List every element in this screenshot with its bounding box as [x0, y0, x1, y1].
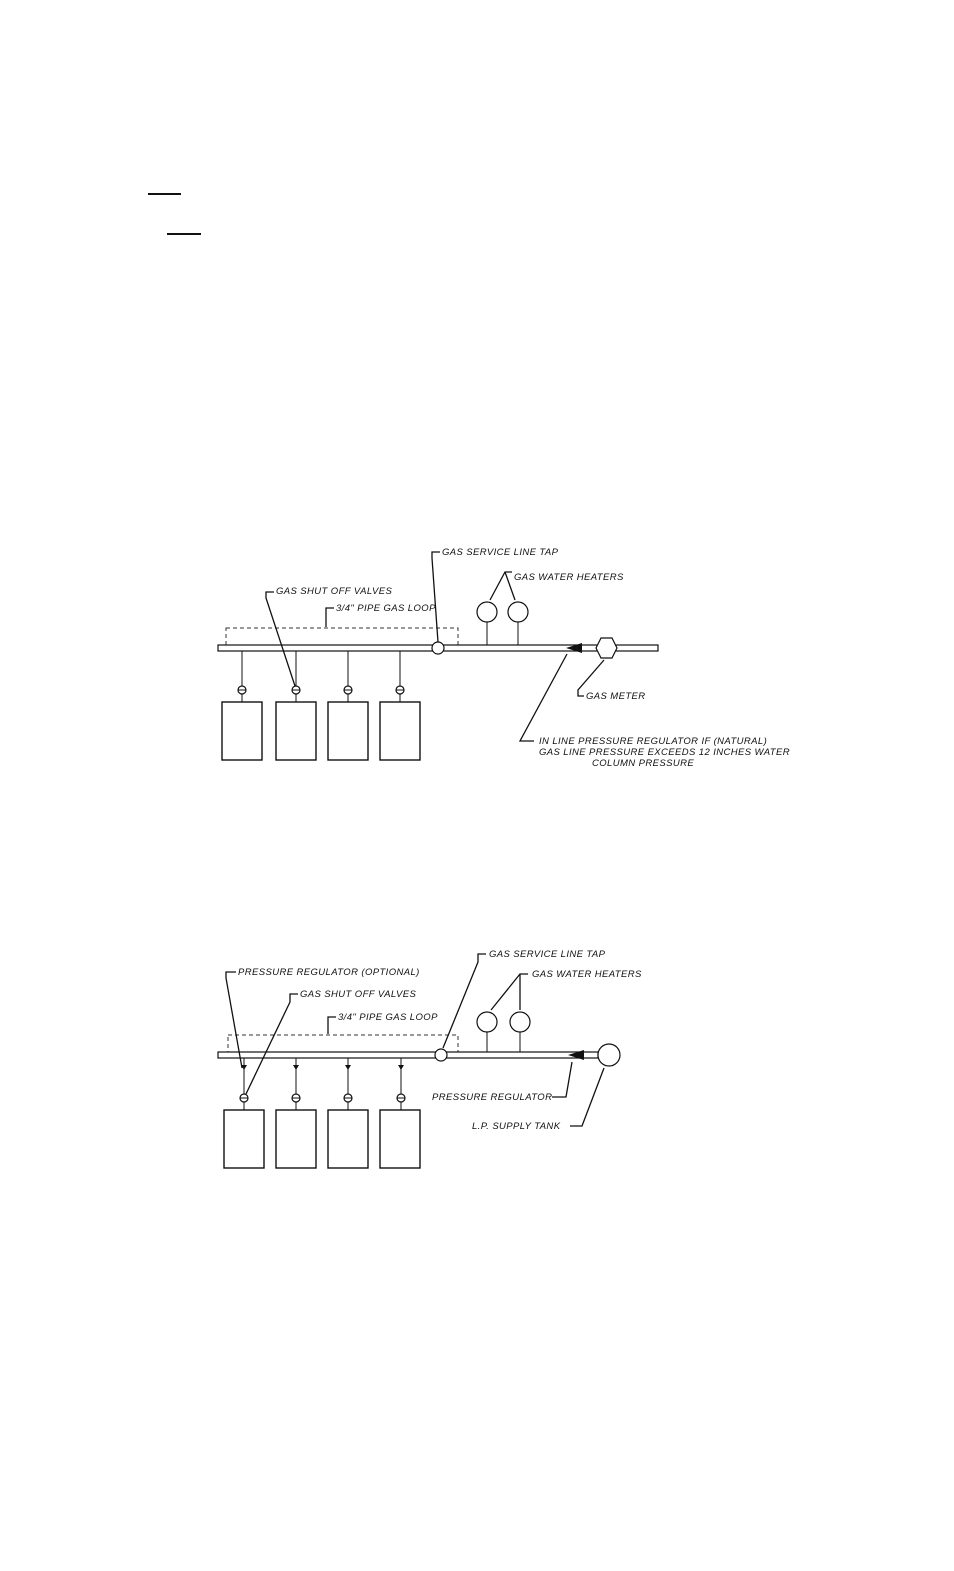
leader-pressure-regulator: [552, 1062, 572, 1097]
leader-lp-supply-tank: [570, 1068, 604, 1126]
label-pipe-gas-loop: 3/4" PIPE GAS LOOP: [338, 1012, 438, 1023]
label-regulator-line-1: IN LINE PRESSURE REGULATOR IF (NATURAL): [539, 736, 768, 747]
leader-service-tap: [443, 954, 486, 1048]
label-gas-water-heaters: GAS WATER HEATERS: [532, 969, 642, 980]
appliance-box: [328, 1110, 368, 1168]
appliance-group: [224, 1058, 420, 1168]
label-gas-meter: GAS METER: [586, 691, 646, 702]
label-lp-supply-tank: L.P. SUPPLY TANK: [472, 1121, 561, 1132]
water-heater-right: [510, 1012, 530, 1032]
label-pressure-regulator-optional: PRESSURE REGULATOR (OPTIONAL): [238, 967, 420, 978]
label-regulator-line-2: GAS LINE PRESSURE EXCEEDS 12 INCHES WATER: [539, 747, 790, 758]
label-pipe-gas-loop: 3/4" PIPE GAS LOOP: [336, 603, 436, 614]
label-gas-shut-off-valves: GAS SHUT OFF VALVES: [276, 586, 393, 597]
pipe-gas-loop-outline: [228, 1035, 458, 1053]
label-gas-service-line-tap: GAS SERVICE LINE TAP: [489, 949, 606, 960]
leader-shut-off-valves: [246, 994, 298, 1094]
appliance-box: [276, 1110, 316, 1168]
label-regulator-line-3: COLUMN PRESSURE: [592, 758, 695, 769]
label-gas-service-line-tap: GAS SERVICE LINE TAP: [442, 547, 559, 558]
appliance-box: [380, 1110, 420, 1168]
label-pressure-regulator: PRESSURE REGULATOR: [432, 1092, 553, 1103]
leader-pipe-gas-loop: [328, 1017, 336, 1034]
label-gas-shut-off-valves: GAS SHUT OFF VALVES: [300, 989, 417, 1000]
gas-service-line-tap-valve: [435, 1049, 447, 1061]
lp-supply-tank-symbol: [598, 1044, 620, 1066]
label-gas-water-heaters: GAS WATER HEATERS: [514, 572, 624, 583]
main-gas-pipe: [218, 1052, 598, 1058]
water-heater-left: [477, 1012, 497, 1032]
leader-water-heaters: [491, 974, 528, 1010]
appliance-box: [224, 1110, 264, 1168]
